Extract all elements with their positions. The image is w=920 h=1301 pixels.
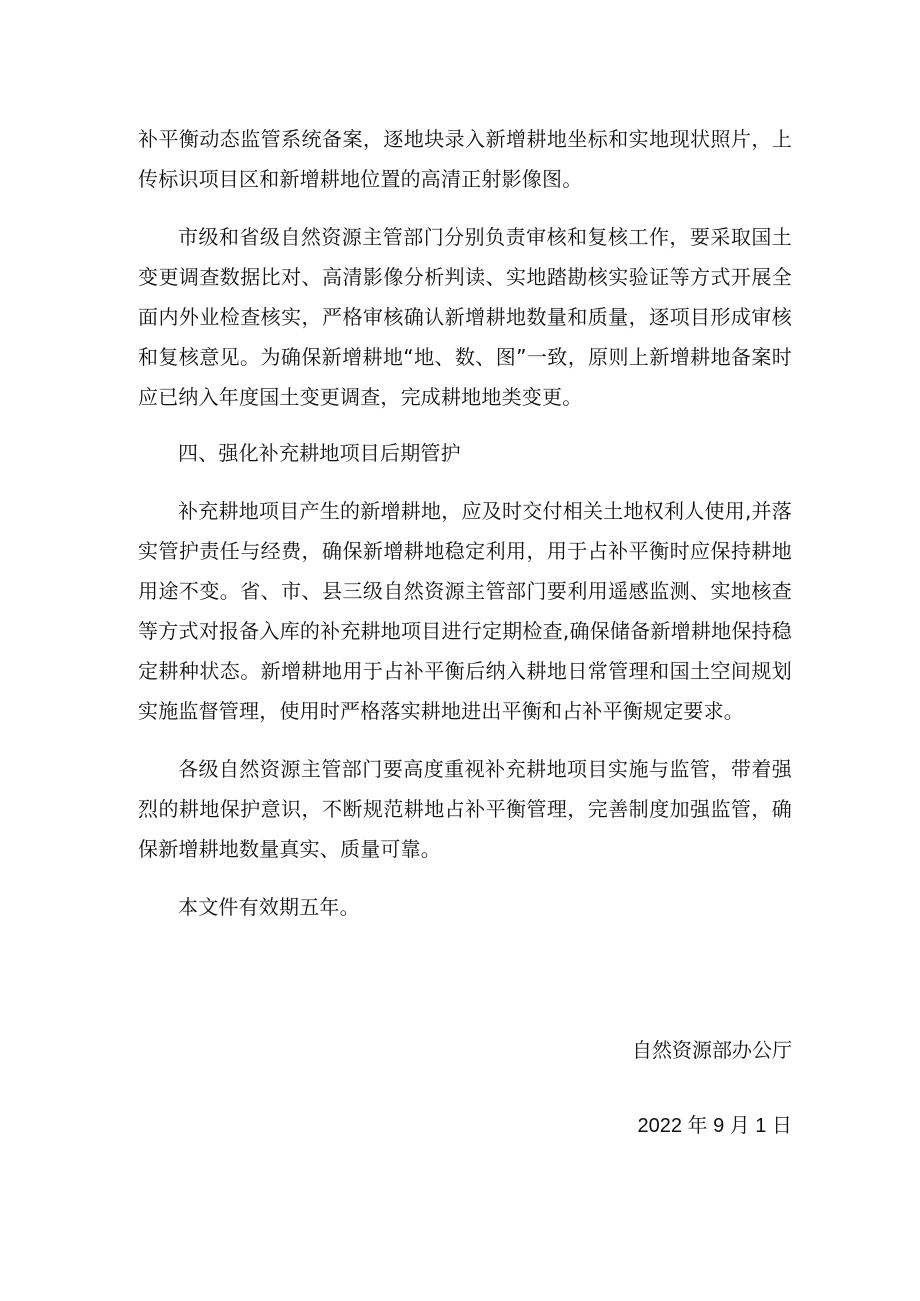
paragraph-supervision-emphasis: 各级自然资源主管部门要高度重视补充耕地项目实施与监管，带着强烈的耕地保护意识，不断规范耕地占补平衡管理，完善制度加强监管，确保新增耕地数量真实、质量可靠。	[138, 757, 792, 861]
paragraph-validity-period: 本文件有效期五年。	[178, 895, 360, 919]
paragraph-post-management: 补充耕地项目产生的新增耕地，应及时交付相关土地权利人使用,并落实管护责任与经费，确保新增耕地稳定利用，用于占补平衡时应保持耕地用途不变。省、市、县三级自然资源主管部门要利用遥感监测、实地核查等方式对报备入库的补充耕地项目进行定期检查,确保储备新增耕地保持稳定耕种状态。新增耕地用于占补平衡后纳入耕地日常管理和国土空间规划实施监督管理，使用时严格落实耕地进出平衡和占补平衡规定要求。	[138, 499, 792, 723]
paragraph-review-verification: 市级和省级自然资源主管部门分别负责审核和复核工作，要采取国土变更调查数据比对、高清影像分析判读、实地踏勘核实验证等方式开展全面内外业检查核实，严格审核确认新增耕地数量和质量，逐项目形成审核和复核意见。为确保新增耕地“地、数、图”一致，原则上新增耕地备案时应已纳入年度国土变更调查，完成耕地地类变更。	[138, 225, 792, 409]
section-heading-4: 四、强化补充耕地项目后期管护	[178, 441, 461, 465]
document-body	[138, 119, 792, 945]
paragraph-continued: 补平衡动态监管系统备案，逐地块录入新增耕地坐标和实地现状照片，上传标识项目区和新增耕地位置的高清正射影像图。	[138, 127, 792, 191]
issue-date: 2022 年 9 月 1 日	[637, 1115, 792, 1137]
issuer-signature: 自然资源部办公厅	[632, 1038, 792, 1062]
